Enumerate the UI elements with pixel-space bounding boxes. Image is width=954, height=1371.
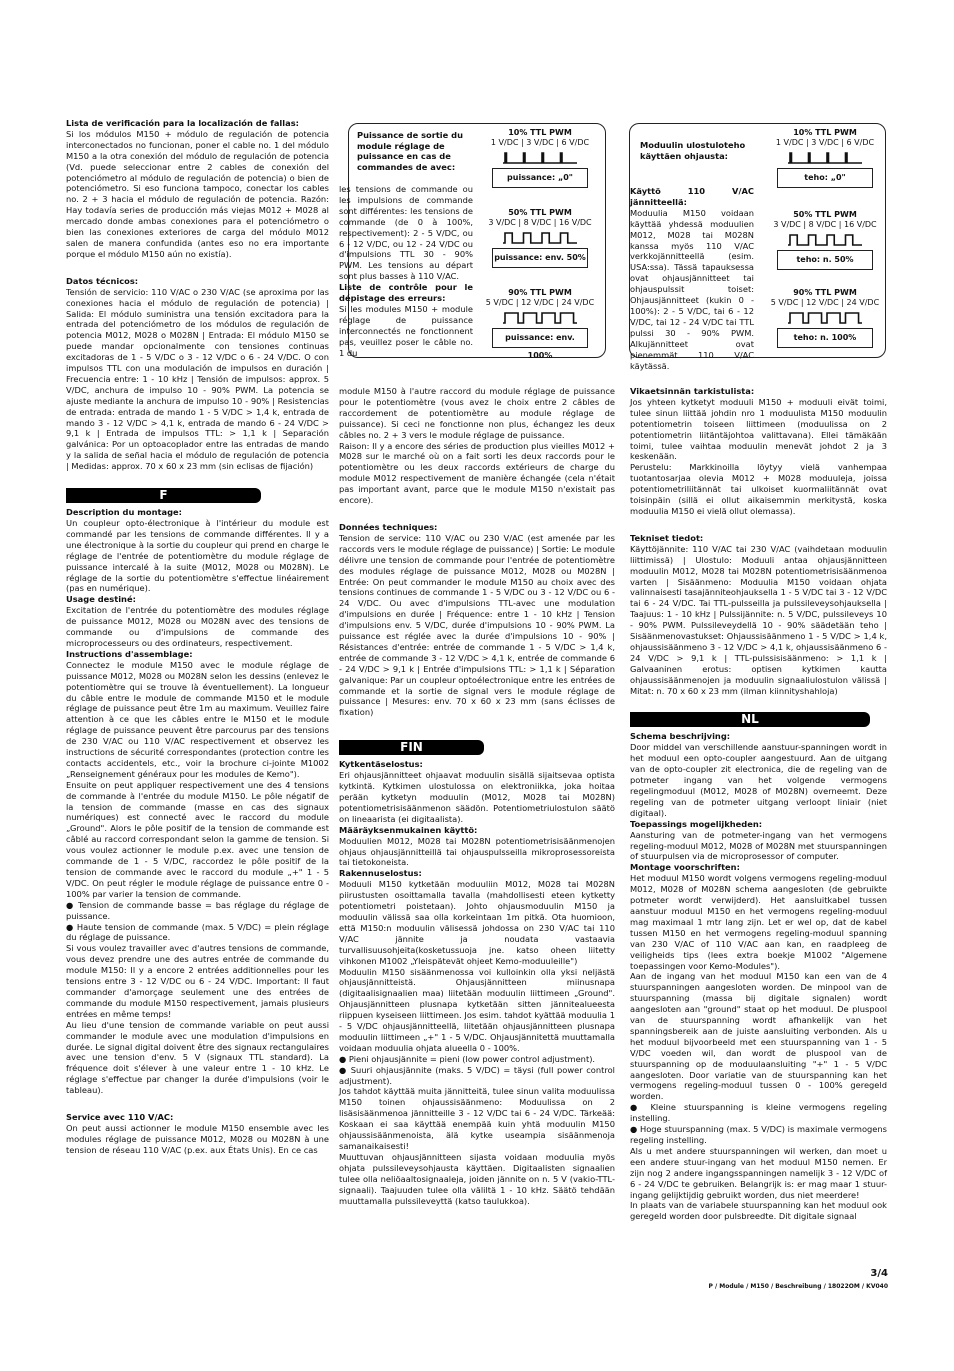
es-checklist-text: Si los módulos M150 + módulo de regulación de potencia interconectados no funcionan, poner el cable no. 1 del módulo M150 a la otra conexión del módulo de regulación de potencia (Vd. puede seleccionar entre 2 cables de conexión del potenciómetro al módulo de regulación de potencia) o bien de potenciómetro. Si eso funciona tampoco, conectar los cables no. 2 + 3 hacia el módulo de regulación de potencia. Razón: Hay todavía series de producción más viejas M012 + M028 al mercado donde ambas conexiones para el potenciómetro o bien las conexiones exteriores de carga del módulo M012 salen de manera confundida (antes eso no era importante porque el módulo M150 aún no existía).: [66, 128, 329, 259]
nl-mount-text-2: Aan de ingang van het moduul M150 kan een van de 4 stuurspanningen aangesloten worden. De minpool van de stuurspanning (massa bij digitale signalen) wordt aangesloten aan "ground" staat op het moduul. De pluspool van de stuurspanning wordt afhankelijk van het spanningsbereik aan de juiste aansluiting verbonden. Als u het moduul bijvoorbeeld met een stuurspanning van 1 - 5 V/DC voeden wil, dan wordt de pluspool van de stuurspanning op de moduulaansluiting "+" 1 - 5 V/DC aangesloten. Door variatie van de stuurspanning kan het vermogens regeling-moduul tussen 0 - 100% geregeld worden.: [630, 971, 887, 1102]
fi-pwm-90-wave: [788, 311, 862, 325]
fr-high-voltage: ● Haute tension de commande (max. 5 V/DC) = plein réglage du réglage de puissance.: [66, 921, 329, 943]
column-2: [339, 386, 615, 1206]
lang-bar-fin: FIN: [339, 740, 484, 755]
fr-pwm-50-pct: 50% TTL PWM: [508, 208, 572, 217]
es-checklist-title: Lista de verificación para la localización de fallas:: [66, 118, 299, 128]
fr-pwm-10-wave: [503, 151, 577, 165]
fr-pwm-10: [485, 128, 595, 188]
fr-pwm-50-wave: [503, 231, 577, 245]
fi-tech-title: Tekniset tiedot:: [630, 532, 704, 543]
fi-box-title: Moduulin ulostuloteho käyttäen ohjausta:: [640, 140, 746, 161]
document-reference: P / Module / M150 / Beschreibung / 18022OM / KV040: [708, 1283, 888, 1290]
fi-usage-text: Moduulien M012, M028 tai M028N potentiometrisisäänmenojen ohjaus ohjausjännitteillä tai ohjauspulsseilla mikroprosessoreista tai tietokoneista.: [339, 835, 615, 868]
fr-check-text-a: Si les modules M150 + module réglage de puissance interconnectés ne fonctionnent pas, veuillez poser le câble no. 1 du: [339, 303, 473, 358]
fr-pwm-90-label: puissance: env. 100%: [492, 328, 588, 348]
fi-build-text: Moduuli M150 kytketään moduuliin M012, M028 tai M028N piirustusten osoittamalla tavalla (mahdollisesti eteen kytketty potentiometri poistetaan). Johto ohjausmoduulin M150 ja moduulin välissä saa olla korkeintaan 1m pitkä. Ota huomioon, että M150:n moduulin välisessä johdossa on 230 V/AC tai 110 V/AC jännite ja noudata vastaavia turvallisuusohjeita(kosketussuoja jne. katso oheen liitetty vihkonen M1002 „Yleispätevät ohjeet Kemo-moduuleille"): [339, 879, 615, 966]
fr-pwm-10-volts: 1 V/DC | 3 V/DC | 6 V/DC: [490, 138, 590, 147]
nl-high: ● Hoge stuurspanning (max. 5 V/DC) is maximale vermogens regeling instelling.: [630, 1124, 887, 1145]
fr-assembly-text-2: Ensuite on peut appliquer respectivement une des 4 tensions de commande à l'entrée du module M150. Le pôle négatif de la tension de commande (masse en cas des signaux numériques) est connecté avec le raccord du module „Ground". Alors le pôle positif de la tension de commande est câblé au raccord correspondant selon la gamme de tension. Si vous voulez actionner le module p.ex. avec une tension de commande de 1 - 5 V/DC, raccordez le pôle positif de la tension de commande avec le raccord du module „+" 1 - 5 V/DC. On peut régler le module réglage de puissance entre 0 - 100% par varier la tension de commande.: [66, 779, 329, 899]
fr-intro: [339, 184, 473, 359]
fr-assembly-title: Instructions d'assemblage:: [66, 648, 193, 659]
es-tech-text: Tensión de servicio: 110 V/AC o 230 V/AC (se aproxima por las conexiones hacia el módulo de regulación de potencia) | Salida: El módulo suministra una tensión excitadora para la entrada del potenciómetro de los módulos de regulación de potencia M012, M028 o M028N | Entrada: El módulo M150 se puede mandar opcionalmente con tensiones continuas excitadoras de 1 - 5 V/DC o 3 - 12 V/DC o 6 - 24 V/DC. O con impulsos TTL con una modulación de impulsos en duración | Frecuencia entre: 1 - 10 kHz | Tensión de impulsos: approx. 5 V/DC, anchura de impulso 10 - 90% PWM. La potencia se ajuste mediante la anchura de impulso 10 - 90% | Resistencias de entrada: entrada de mando 1 - 5 V/DC > 1,4 k, entrada de mando 3 - 12 V/DC > 4,1 k, entrada de mando 6 - 24 V/DC > 9,1 k | Entrada de impulsos TTL: > 1,1 k | Separación galvánica: Por un optoacoplador entre las entradas de mando y la salida de señal hacia el módulo de regulación de potencia | Medidas: approx. 70 x 60 x 23 mm (sin eclisas de fijación): [66, 286, 329, 472]
nl-mount-title: Montage voorschriften:: [630, 862, 740, 873]
fi-pwm-10-pct: 10% TTL PWM: [793, 128, 857, 137]
pwm-wave-path: [503, 233, 577, 243]
nl-other-text: Als u met andere stuurspanningen wil werken, dan moet u een andere stuur-ingang van het moduul M150 nemen. Er zijn nog 2 andere ingangsspanningen namelijk 3 - 12 V/DC of 6 - 24 V/DC te gebruiken. Belangrijk is: er mag maar 1 stuur-ingang gelijktijdig gebruikt worden, dus niet meerdere!: [630, 1145, 887, 1200]
nl-usage-text: Aansturing van de potmeter-ingang van het vermogens regeling-moduul M012, M028 of M028N met stuurspanningen of stuurpulsen via de microprosessor of computer.: [630, 829, 887, 862]
fr-pwm-50-label: puissance: env. 50%: [492, 248, 588, 268]
column-3: [630, 386, 887, 1222]
fi-pwm-50-volts: 3 V/DC | 8 V/DC | 16 V/DC: [773, 220, 877, 229]
fi-pwm-90-pct: 90% TTL PWM: [793, 288, 857, 297]
fr-pwm-90-volts: 5 V/DC | 12 V/DC | 24 V/DC: [485, 298, 595, 307]
lang-bar-fr: F: [66, 488, 261, 503]
lang-bar-nl: NL: [630, 712, 870, 727]
fi-pwm-10-label: teho: „0": [777, 168, 873, 188]
column-1: [66, 118, 329, 1156]
fr-pwm-90: [485, 288, 595, 360]
fi-pwm-90-label: teho: n. 100%: [777, 328, 873, 348]
fr-assembly-text: Connectez le module M150 avec le module réglage de puissance M012, M028 ou M028N selon les dessins (enlevez le potentiomètre qui se trouve là éventuellement). La longueur du câble entre le module de commande M150 et le module réglage de puissance peut être 1m au maximum. Veuillez faire attention à ce que les câbles entre le M150 et le module réglage de puissance peuvent être parcourus par des tensions de 230 V/AC ou 110 V/AC respectivement et observez les instructions de sécurité correspondantes (protection contre les contacts accidentels, etc., voir la brochure ci-jointe M1002 „Renseignement généraux pour les modules de Kemo").: [66, 659, 329, 779]
fr-pwm-10-pct: 10% TTL PWM: [508, 128, 572, 137]
pwm-wave-path: [503, 313, 577, 323]
fi-desc-title: Kytkentäselostus:: [339, 759, 423, 770]
fi-pwm-50: [770, 210, 880, 270]
fi-pwm-90-volts: 5 V/DC | 12 V/DC | 24 V/DC: [770, 298, 880, 307]
fi-build-text-2: Moduulin M150 sisäänmenossa voi kulloinkin olla yksi neljästä ohjausjännitteistä. Ohjausjännitteen miinusnapa (digitaalisignaalien maa) liitetään moduulin liittimeen „Ground". Ohjausjännitteen plusnapa kytketään sitten jännitealueesta riippuen kyseiseen liittimeen. Jos esim. tahdot kyättää moduulia 1 - 5 V/DC ohjausjännitteellä, liitetään ohjausjännitteen plusnapa moduulin liittimeen „+" 1 - 5 V/DC. Ohjausjännitettä muuttamalla voidaan moduulia ohjata alueella 0 - 100%.: [339, 966, 615, 1053]
fr-check-title: Liste de contrôle pour le dépistage des erreurs:: [339, 282, 473, 304]
fi-pwm-90: [770, 288, 880, 348]
fi-tech-text: Käyttöjännite: 110 V/AC tai 230 V/AC (vaihdetaan moduulin liittimissä) | Ulostulo: Moduuli antaa ohjausjännitteen moduulin M012, M028 tai M028N potentiometrisisäänmenoa varten | Sisäänmeno: Moduulia M150 voidaan ohjata valinnaisesti tasajänniteohjauksella 1 - 5 V/DC tai 3 - 12 V/DC tai 6 - 24 V/DC. Tai TTL-pulsseilla ja pulssileveysohjauksella | Taajuus: 1 - 10 kHz | Pulssijännite: n. 5 V/DC, pulssileveys 10 - 90% PWM. Pulssileveydellä 10 - 90% säädetään teho | Sisäänmenovastukset: Ohjaussisäänmeno 1 - 5 V/DC > 1,4 k, ohjaussisäänmeno 3 - 12 V/DC > 4,1 k, ohjaussisäänmeno 6 - 24 V/DC > 9,1 k | TTL-pulssisisäänmeno: > 1,1 k | Galvaaninen erotus: optisen kytkimen kautta ohjaussisäänmenojen ja moduulin signaaliulostulon välissä | Mitat: n. 70 x 60 x 23 mm (ilman kiinnityshahloja): [630, 543, 887, 696]
fi-build-title: Rakennuselostus:: [339, 868, 422, 879]
fi-pulse-text: Muuttuvan ohjausjännitteen sijasta voidaan moduulia myös ohjata pulssileveysohjausta käyttäen. Digitaalisten signaalien tulee olla neliöaaltosignaaleja, joiden jännite on n. 5 V (vakio-TTL-signaali). Taajuuden tulee olla väliltä 1 - 10 kHz. Säätö tehdään muuttamalla pulssileveyttä (katso taulukkoa).: [339, 1151, 615, 1206]
page-number: 3/4: [870, 1268, 888, 1279]
fi-low: ● Pieni ohjausjännite = pieni (low power control adjustment).: [339, 1053, 596, 1064]
fr-service-title: Service avec 110 V/AC:: [66, 1112, 174, 1123]
fi-reason-text: Perustelu: Markkinoilla löytyy vielä vanhempaa tuotantosarjaa olevia M012 + M028 moduuleja, joissa potentiometriliitännät tai ulkoiset kuormaliitännät ovat toisinpäin (sillä ei ollut aikaisemmin merkitystä, koska moduulia M150 ei vielä ollut olemassa).: [630, 462, 887, 516]
fi-pwm-10-volts: 1 V/DC | 3 V/DC | 6 V/DC: [775, 138, 875, 147]
fi-pwm-50-wave: [788, 233, 862, 247]
fi-check-text: Jos yhteen kytketyt moduuli M150 + moduuli eivät toimi, tulee sinun liittää johdin nro 1 moduulista M150 moduulin potentiometrin toiseen liittimeen (moduulissa on 2 potentiometrin liitäntäjohtoa valittavana). Ellei tämäkään toimi, tulee vaihtaa moduulin menevät johdot 2 ja 3 keskenään.: [630, 396, 887, 462]
es-tech-title: Datos técnicos:: [66, 275, 139, 286]
fr-desc-title: Description du montage:: [66, 507, 182, 518]
fr-service-text: On peut aussi actionner le module M150 ensemble avec les modules réglage de puissance M012, M028 ou M028N à une tension de réseau 110 V/AC (p.ex. aux États Unis). En ce cas: [66, 1122, 329, 1155]
fr-pwm-90-wave: [503, 311, 577, 325]
fr-pwm-50: [485, 208, 595, 268]
fr-pwm-90-pct: 90% TTL PWM: [508, 288, 572, 297]
fi-pwm-50-label: teho: n. 50%: [777, 250, 873, 270]
fr-tech-text: Tension de service: 110 V/AC ou 230 V/AC (est amenée par les raccords vers le module réglage de puissance) | Sortie: Le module délivre une tension de commande pour l'entrée de potentiomètre des modules réglage de puissance M012, M028 ou M028N | Entrée: On peut commander le module M150 au choix avec des tensions continues de commande 1 - 5 V/DC ou 3 - 12 V/DC ou 6 - 24 V/DC. Ou avec d'impulsions TTL-avec une modulation d'impulsions en durée | Fréquence: entre 1 - 10 kHz | Tension d'impulsions env. 5 V/DC, durée d'impulsions 10 - 90% PWM. La puissance est réglée avec la durée d'impulsions 10 - 90% | Résistances d'entrée: entrée de commande 1 - 5 V/DC > 1,4 k, entrée de commande 3 - 12 V/DC > 4,1 k, entrée de commande 6 - 24 V/DC > 9,1 k | Entrée d'impulsions TTL: > 1,1 k | Séparation galvanique: Par un coupleur optoélectronique entre les entrées de commande et la sortie de signal vers le module réglage de puissance | Mesures: env. 70 x 60 x 23 mm (sans éclisses de fixation): [339, 532, 615, 718]
fr-box-title: Puissance de sortie du module réglage de puissance en cas de commandes de avec:: [357, 130, 464, 172]
fi-check-title: Vikaetsinnän tarkistulista:: [630, 386, 755, 396]
nl-low: ● Kleine stuurspanning is kleine vermogens regeling instelling.: [630, 1102, 887, 1124]
fr-usage-title: Usage destiné:: [66, 594, 136, 605]
nl-usage-title: Toepassings mogelijkheden:: [630, 818, 763, 829]
fi-pwm-10-wave: [788, 151, 862, 165]
fr-check-text-c: Raison: Il y a encore des séries de production plus vieilles M012 + M028 sur le marché où on a fait sorti les deux raccords pour le potentiomètre ou les deux raccords extérieurs de charge du module M012 respectivement de manière échangée (cela n'était pas important avant, parce que le module M150 n'existait pas encore).: [339, 440, 615, 506]
fi-high: ● Suuri ohjausjännite (maks. 5 V/DC) = täysi (full power control adjustment).: [339, 1064, 615, 1086]
fr-pwm-50-volts: 3 V/DC | 8 V/DC | 16 V/DC: [488, 218, 592, 227]
fi-intro-text: Moduulia M150 voidaan käyttää yhdessä moduulien M012, M028 tai M028N kanssa myös 110 V/AC verkkojännitteellä (esim. USA:ssa). Tässä tapauksessa ovat ohjausjännitteet tai ohjauspulssit toiset: Ohjausjännitteet (kukin 0 - 100%): 2 - 5 V/DC, tai 6 - 12 V/DC, tai 12 - 24 V/DC tai TTL pulssi 30 - 90% PWM. Alkujännitteet ovat pienemmät 110 V/AC käytässä.: [630, 207, 754, 371]
fr-desc-text: Un coupleur opto-électronique à l'intérieur du module est commandé par les tensions de commande différentes. Il y a une électronique à la sortie du coupleur qui prend en charge le réglage de l'entrée de potentiomètre du module réglage de puissance intercalé à la suite (M012, M028 ou M028N). Le réglage de la sortie du potentiomètre s'effectue linéairement (pas en numérique).: [66, 518, 329, 594]
pwm-wave-path: [788, 313, 862, 323]
fr-tech-title: Données techniques:: [339, 521, 438, 532]
fr-pwm-10-label: puissance: „0": [492, 168, 588, 188]
fr-intro-text: les tensions de commande ou les impulsions de commande sont différentes: les tensions de commande (de 0 à 100%, respectivement): 2 - 5 V/DC, ou 6 - 12 V/DC, ou 12 - 24 V/DC ou d'impulsions TTL 30 - 90% PWM. Les tensions au départ sont plus basses à 110 V/AC.: [339, 184, 473, 282]
nl-desc-title: Schema beschrijving:: [630, 731, 731, 742]
fi-pwm-10: [770, 128, 880, 188]
fr-low-voltage: ● Tension de commande basse = bas réglage du réglage de puissance.: [66, 899, 329, 921]
fr-check-text-b: module M150 à l'autre raccord du module réglage de puissance pour le potentiomètre (vous avez le choix entre 2 câbles de raccordement de potentiomètre au module réglage de puissance). Si ceci ne fonctionne non plus, échangez les deux câbles no. 2 + 3 vers le module réglage de puissance.: [339, 386, 615, 440]
pwm-wave-path: [788, 153, 862, 163]
fi-intro: [630, 186, 754, 371]
fr-usage-text: Excitation de l'entrée du potentiomètre des modules réglage de puissance M012, M028 ou M028N avec des tensions de commande ou d'impulsions de commande des microprocesseurs ou des ordinateurs, respectivement.: [66, 605, 329, 648]
fr-pulse-text: Au lieu d'une tension de commande variable on peut aussi commander le module avec une modulation d'impulsions en durée. Le signal digital doivent être des signaux rectangulaires avec une tension d'env. 5 V (signaux TTL standard). La fréquence doit s'élever à une valeur entre 1 - 10 kHz. Le réglage s'effectue par changer la durée d'impulsions (voir le tableau).: [66, 1019, 329, 1096]
pwm-wave-path: [788, 235, 862, 245]
nl-pulse-text: In plaats van de variabele stuurspanning kan het moduul ook geregeld worden door pulsbreedte. Dit digitale signaal: [630, 1200, 887, 1222]
nl-desc-text: Door middel van verschillende aanstuur-spanningen wordt in het moduul een opto-coupler aangestuurd. Aan de uitgang van de opto-coupler zit electronica, die de regeling van de potmeter ingang van het volgende vermogens regelingmoduul (M012, M028 of M028N) overneemt. Deze regeling van de potmeter uitgang verloopt liniair (niet digitaal).: [630, 742, 887, 818]
nl-mount-text: Het moduul M150 wordt volgens vermogens regeling-moduul M012, M028 of M028N schema aangesloten (de gebruikte potmeter wordt verwijderd). Het aansluitkabel tussen aanstuur moduul M150 en het vermogens regeling-moduul mag maximaal 1 mtr lang zijn. Let er wel op, dat de kabel tussen M150 en het vermogens regeling-moduul spanning van 230 V/AC of 110 V/AC aan kan, en raadpleeg de veiligheids tips (lees extra boekje M1002 "Algemene toepassingen voor Kemo-Modules").: [630, 873, 887, 971]
fi-other-text: Jos tahdot käyttää muita jännitteitä, tulee sinun valita moduulissa M150 toinen ohjaussisäänmeno: Moduulissa on 2 lisäsisäänmenoa jännitteille 3 - 12 V/DC tai 6 - 24 V/DC. Tärkeää: Koskaan ei saa käyttää enempää kuin yhtä moduulin M150 ohjaussisäänmenoista, älä kytke useampia sisäänmenoja samanaikaisesti!: [339, 1086, 615, 1151]
pwm-wave-path: [503, 153, 577, 163]
fi-pwm-50-pct: 50% TTL PWM: [793, 210, 857, 219]
fr-other-text: Si vous voulez travailler avec d'autres tensions de commande, vous devez prendre une des autres entrée de commande du module M150: Il y a encore 2 entrées additionnelles pour les tensions entre 3 - 12 V/DC ou 6 - 24 V/DC. Important: Il faut commander d'amorçage seulement une des entrées de commande du module M150 respectivement, jamais plusieurs entrées en même temps!: [66, 943, 329, 1019]
fi-usage-title: Määräyksenmukainen käyttö:: [339, 824, 478, 835]
fi-intro-title: Käyttö 110 V/AC jännitteellä:: [630, 186, 754, 207]
fi-desc-text: Eri ohjausjännitteet ohjaavat moduulin sisällä sijaitsevaa optista kytkintä. Kytkimen ulostulossa on elektroniikka, joka hoitaa perään kytketyn moduulin (M012, M028 tai M028N) potentiometrisisäänmenon säädön. Potentiometriulostulon säätö on lineaarista (ei digitaalista).: [339, 770, 615, 824]
